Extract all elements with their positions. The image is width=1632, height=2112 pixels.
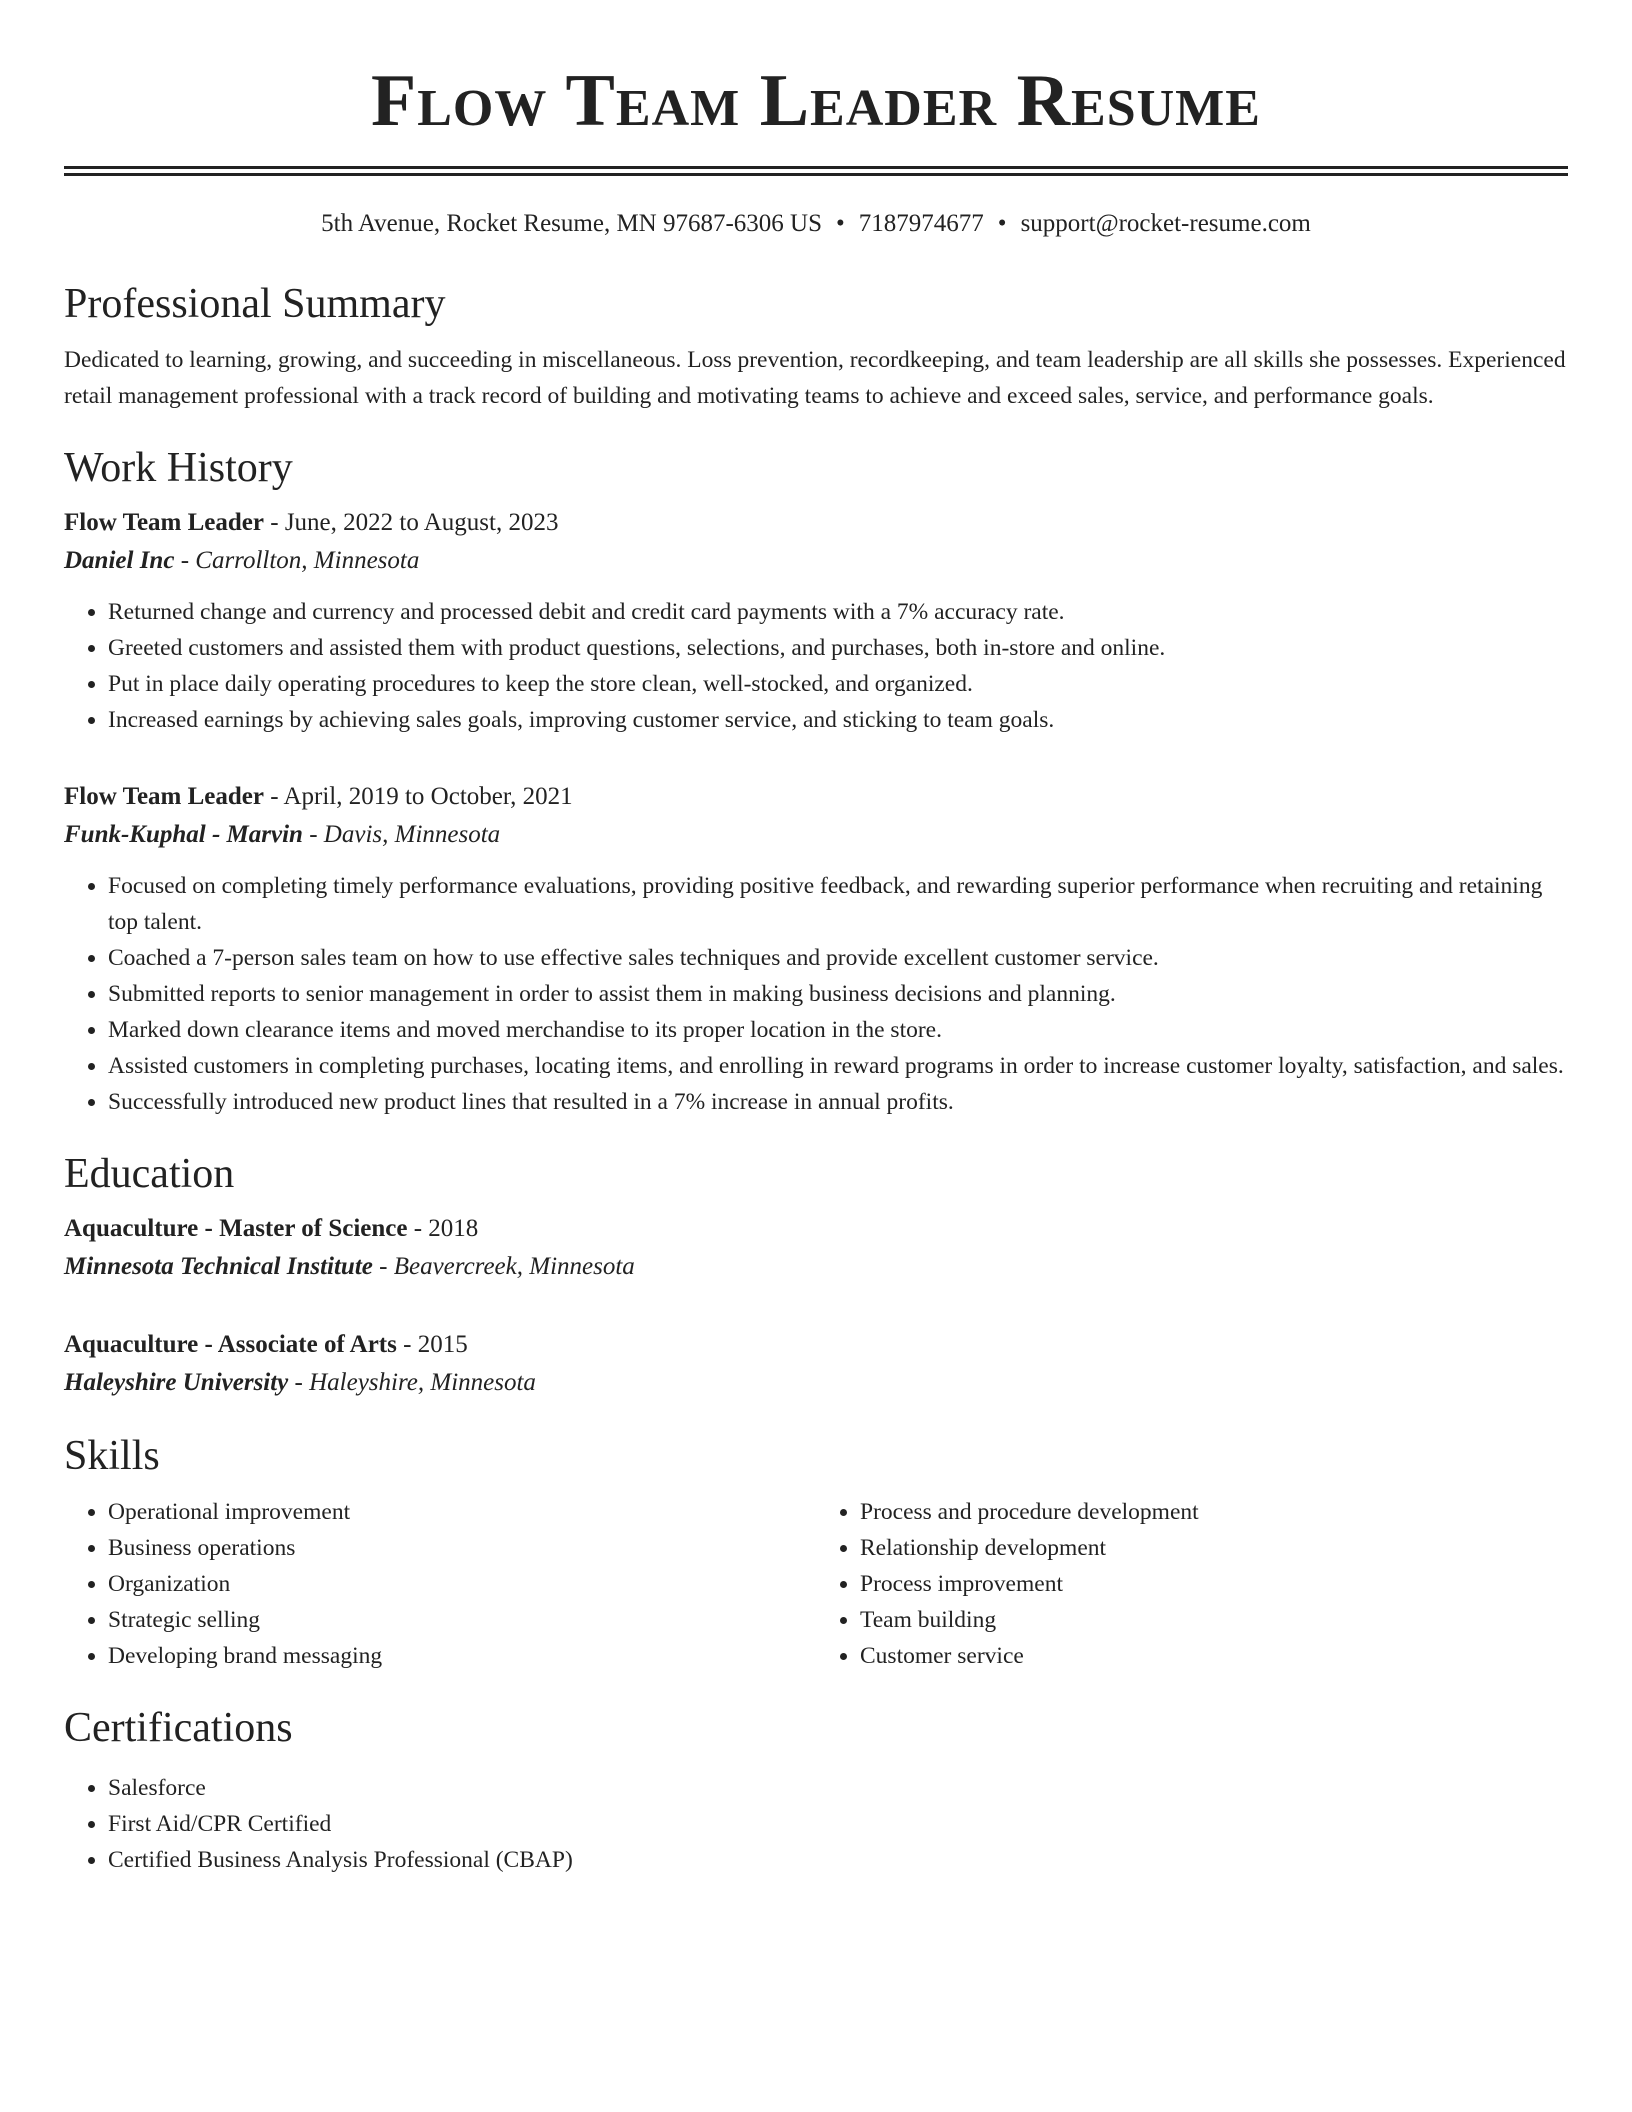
list-item: • Organization bbox=[108, 1566, 816, 1602]
certifications-heading: Certifications bbox=[64, 1705, 293, 1751]
summary-section bbox=[64, 276, 1568, 414]
job-entry bbox=[64, 504, 1568, 738]
list-item: • Marked down clearance items and moved merchandise to its proper location in the store. bbox=[108, 1012, 1568, 1048]
education-degree-line: Aquaculture - Associate of Arts - 2015 bbox=[64, 1331, 468, 1358]
skills-columns bbox=[64, 1494, 1568, 1674]
list-item: • Successfully introduced new product lines that resulted in a 7% increase in annual profits. bbox=[108, 1084, 1568, 1120]
list-item: • Returned change and currency and processed debit and credit card payments with a 7% accuracy rate. bbox=[108, 594, 1568, 630]
list-item: • Business operations bbox=[108, 1530, 816, 1566]
education-entry bbox=[64, 1210, 1568, 1286]
list-item: • Team building bbox=[860, 1602, 1568, 1638]
education-heading: Education bbox=[64, 1151, 235, 1197]
education-school: Haleyshire University bbox=[64, 1369, 289, 1396]
summary-heading: Professional Summary bbox=[64, 281, 446, 327]
contact-separator: • bbox=[836, 210, 845, 237]
job-dates: June, 2022 to August, 2023 bbox=[284, 509, 559, 536]
skills-list-left bbox=[64, 1494, 816, 1674]
contact-line bbox=[64, 206, 1568, 242]
skills-section bbox=[64, 1428, 1568, 1674]
page-title: Flow Team Leader Resume bbox=[371, 60, 1261, 142]
list-item: • Assisted customers in completing purchases, locating items, and enrolling in reward programs in order to increase customer loyalty, satisfaction, and sales. bbox=[108, 1048, 1568, 1084]
contact-address: 5th Avenue, Rocket Resume, MN 97687-6306 US bbox=[321, 210, 823, 237]
education-school-line: Minnesota Technical Institute - Beavercreek, Minnesota bbox=[64, 1253, 635, 1280]
list-item: • First Aid/CPR Certified bbox=[108, 1806, 1568, 1842]
job-location: Davis, Minnesota bbox=[323, 821, 501, 848]
list-item: • Certified Business Analysis Professional (CBAP) bbox=[108, 1842, 1568, 1878]
list-item: • Operational improvement bbox=[108, 1494, 816, 1530]
list-item: • Coached a 7-person sales team on how to use effective sales techniques and provide excellent customer service. bbox=[108, 940, 1568, 976]
job-company-line: Funk-Kuphal - Marvin - Davis, Minnesota bbox=[64, 821, 501, 848]
skills-list-right bbox=[816, 1494, 1568, 1674]
job-bullets bbox=[64, 868, 1568, 1120]
education-entry bbox=[64, 1326, 1568, 1402]
job-role: Flow Team Leader bbox=[64, 783, 264, 810]
education-degree: Aquaculture - Associate of Arts bbox=[64, 1331, 397, 1358]
list-item: • Focused on completing timely performance evaluations, providing positive feedback, and rewarding superior performance when recruiting and retaining top talent. bbox=[108, 868, 1568, 940]
job-title-line: Flow Team Leader - April, 2019 to October, 2021 bbox=[64, 783, 573, 810]
certifications-list bbox=[64, 1770, 1568, 1878]
list-item: • Put in place daily operating procedures to keep the store clean, well-stocked, and organized. bbox=[108, 666, 1568, 702]
list-item: • Process and procedure development bbox=[860, 1494, 1568, 1530]
job-dates: April, 2019 to October, 2021 bbox=[283, 783, 573, 810]
skills-heading: Skills bbox=[64, 1433, 160, 1479]
job-company: Daniel Inc bbox=[64, 547, 175, 574]
education-section bbox=[64, 1146, 1568, 1402]
education-year: 2018 bbox=[428, 1215, 479, 1242]
job-role: Flow Team Leader bbox=[64, 509, 264, 536]
job-company-line: Daniel Inc - Carrollton, Minnesota bbox=[64, 547, 420, 574]
education-degree-line: Aquaculture - Master of Science - 2018 bbox=[64, 1215, 479, 1242]
education-year: 2015 bbox=[417, 1331, 468, 1358]
summary-text: Dedicated to learning, growing, and succeeding in miscellaneous. Loss prevention, recordkeeping, and team leadership are all skills she possesses. Experienced retail management professional with a track record of building and motivating teams to achieve and exceed sales, service, and performance goals. bbox=[64, 347, 1566, 409]
list-item: • Submitted reports to senior management in order to assist them in making business decisions and planning. bbox=[108, 976, 1568, 1012]
list-item: • Strategic selling bbox=[108, 1602, 816, 1638]
list-item: • Greeted customers and assisted them with product questions, selections, and purchases, both in-store and online. bbox=[108, 630, 1568, 666]
list-item: • Customer service bbox=[860, 1638, 1568, 1674]
education-school-line: Haleyshire University - Haleyshire, Minnesota bbox=[64, 1369, 536, 1396]
job-company: Funk-Kuphal - Marvin bbox=[64, 821, 303, 848]
education-location: Beavercreek, Minnesota bbox=[393, 1253, 635, 1280]
contact-email: support@rocket-resume.com bbox=[1020, 210, 1311, 237]
title-double-rule bbox=[64, 166, 1568, 176]
job-title-line: Flow Team Leader - June, 2022 to August, 2023 bbox=[64, 509, 559, 536]
job-entry bbox=[64, 778, 1568, 1120]
contact-phone: 7187974677 bbox=[858, 210, 984, 237]
education-degree: Aquaculture - Master of Science bbox=[64, 1215, 408, 1242]
education-school: Minnesota Technical Institute bbox=[64, 1253, 373, 1280]
list-item: • Increased earnings by achieving sales goals, improving customer service, and sticking to team goals. bbox=[108, 702, 1568, 738]
list-item: • Relationship development bbox=[860, 1530, 1568, 1566]
certifications-section bbox=[64, 1700, 1568, 1878]
job-bullets bbox=[64, 594, 1568, 738]
list-item: • Salesforce bbox=[108, 1770, 1568, 1806]
work-history-heading: Work History bbox=[64, 445, 293, 491]
list-item: • Developing brand messaging bbox=[108, 1638, 816, 1674]
work-history-section bbox=[64, 440, 1568, 1120]
contact-separator: • bbox=[997, 210, 1007, 237]
list-item: • Process improvement bbox=[860, 1566, 1568, 1602]
education-location: Haleyshire, Minnesota bbox=[309, 1369, 536, 1396]
job-location: Carrollton, Minnesota bbox=[195, 547, 420, 574]
